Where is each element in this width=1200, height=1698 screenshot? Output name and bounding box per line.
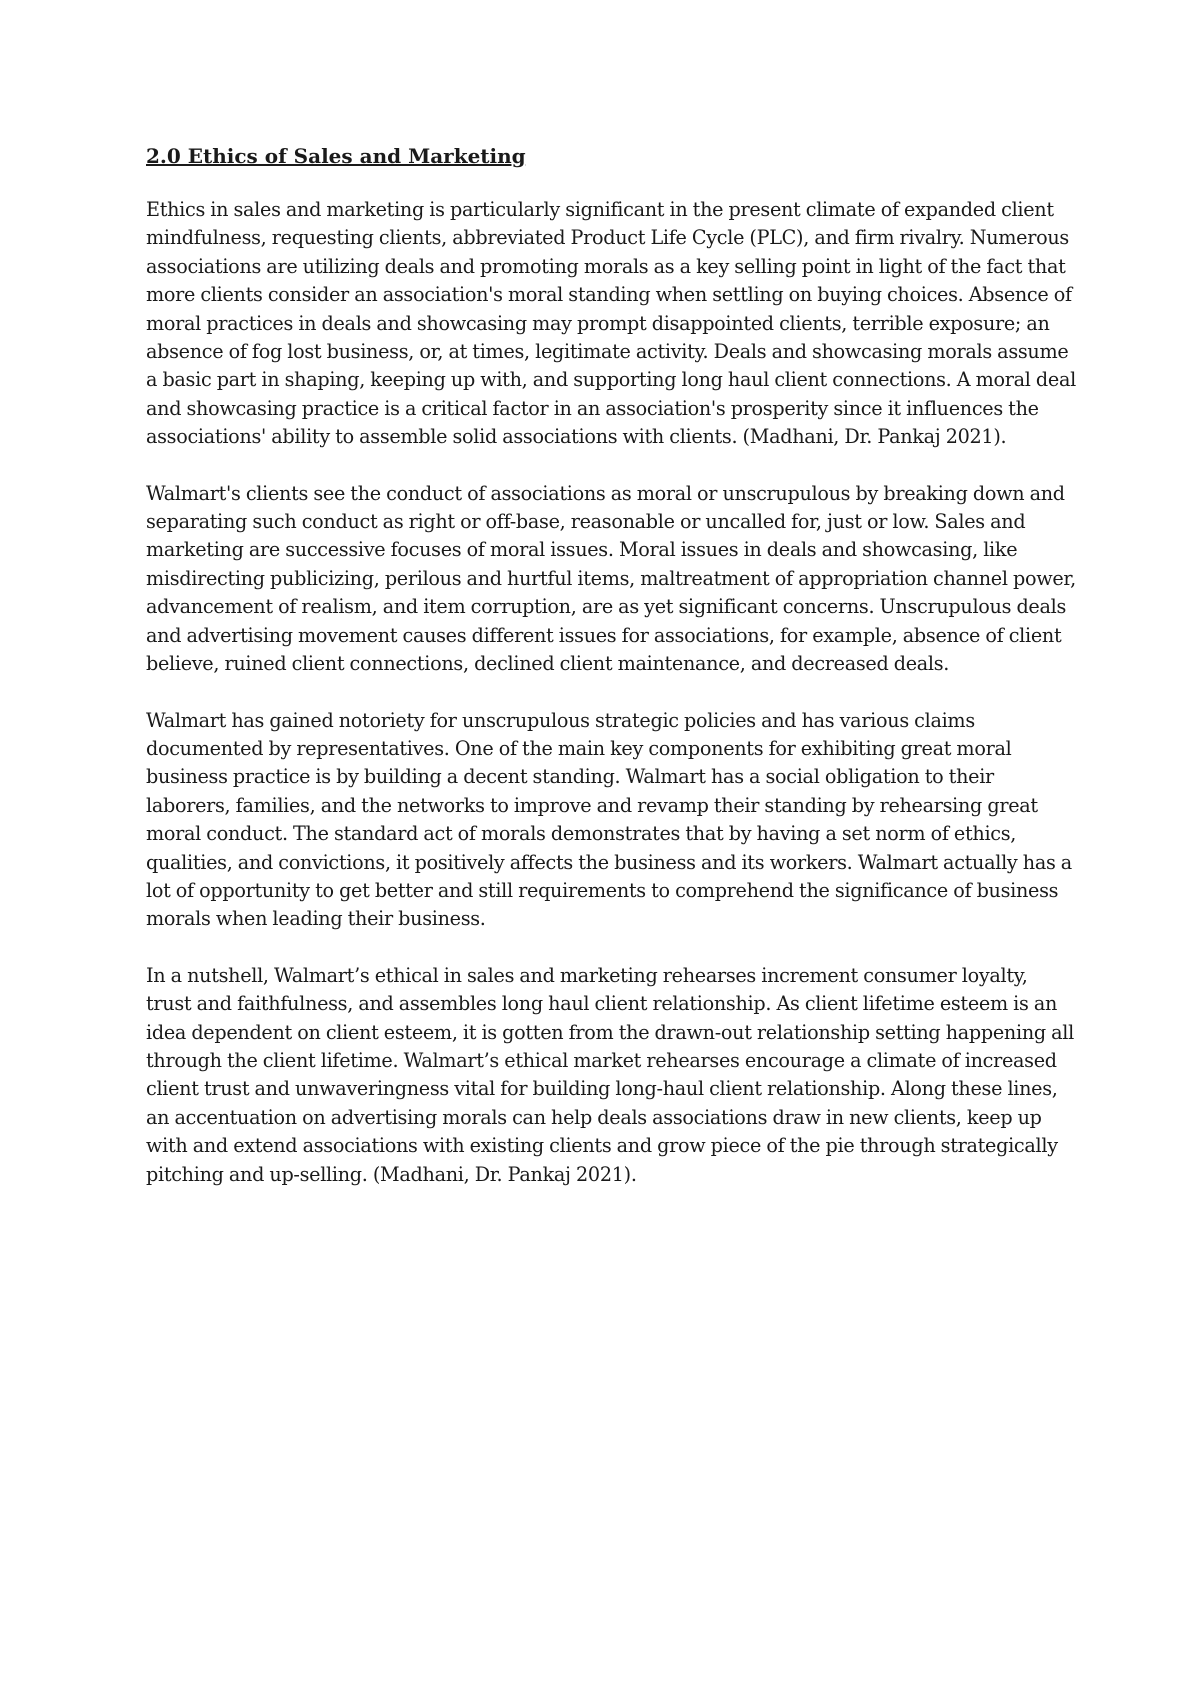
paragraph-walmart-notoriety: Walmart has gained notoriety for unscrupulous strategic policies and has various claims documented by representatives. One of the main key components for exhibiting great moral business practice is by building a decent standing. Walmart has a social obligation to their laborers, families, and the networks to improve and revamp their standing by rehearsing great moral conduct. The standard act of morals demonstrates that by having a set norm of ethics, qualities, and convictions, it positively affects the business and its workers. Walmart actually has a lot of opportunity to get better and still requirements to comprehend the significance of business morals when leading their business. xyxy=(146,708,1072,931)
paragraph-nutshell: In a nutshell, Walmart’s ethical in sales and marketing rehearses increment consumer loyalty, trust and faithfulness, and assembles long haul client relationship. As client lifetime esteem is an idea dependent on client esteem, it is gotten from the drawn-out relationship setting happening all through the client lifetime. Walmart’s ethical market rehearses encourage a climate of increased client trust and unwaveringness vital for building long-haul client relationship. Along these lines, an accentuation on advertising morals can help deals associations draw in new clients, keep up with and extend associations with existing clients and grow piece of the pie through strategically pitching and up-selling. (Madhani, Dr. Pankaj 2021). xyxy=(146,963,1074,1186)
document-page xyxy=(146,142,1076,1217)
section-heading: 2.0 Ethics of Sales and Marketing xyxy=(146,144,526,168)
paragraph-ethics-intro: Ethics in sales and marketing is particularly significant in the present climate of expanded client mindfulness, requesting clients, abbreviated Product Life Cycle (PLC), and firm rivalry. Numerous associations are utilizing deals and promoting morals as a key selling point in light of the fact that more clients consider an association's moral standing when settling on buying choices. Absence of moral practices in deals and showcasing may prompt disappointed clients, terrible exposure; an absence of fog lost business, or, at times, legitimate activity. Deals and showcasing morals assume a basic part in shaping, keeping up with, and supporting long haul client connections. A moral deal and showcasing practice is a critical factor in an association's prosperity since it influences the associations' ability to assemble solid associations with clients. (Madhani, Dr. Pankaj 2021). xyxy=(146,198,1076,449)
paragraph-walmart-clients: Walmart's clients see the conduct of associations as moral or unscrupulous by breaking down and separating such conduct as right or off-base, reasonable or uncalled for, just or low. Sales and marketing are successive focuses of moral issues. Moral issues in deals and showcasing, like misdirecting publicizing, perilous and hurtful items, maltreatment of appropriation channel power, advancement of realism, and item corruption, are as yet significant concerns. Unscrupulous deals and advertising movement causes different issues for associations, for example, absence of client believe, ruined client connections, declined client maintenance, and decreased deals. xyxy=(146,481,1076,676)
